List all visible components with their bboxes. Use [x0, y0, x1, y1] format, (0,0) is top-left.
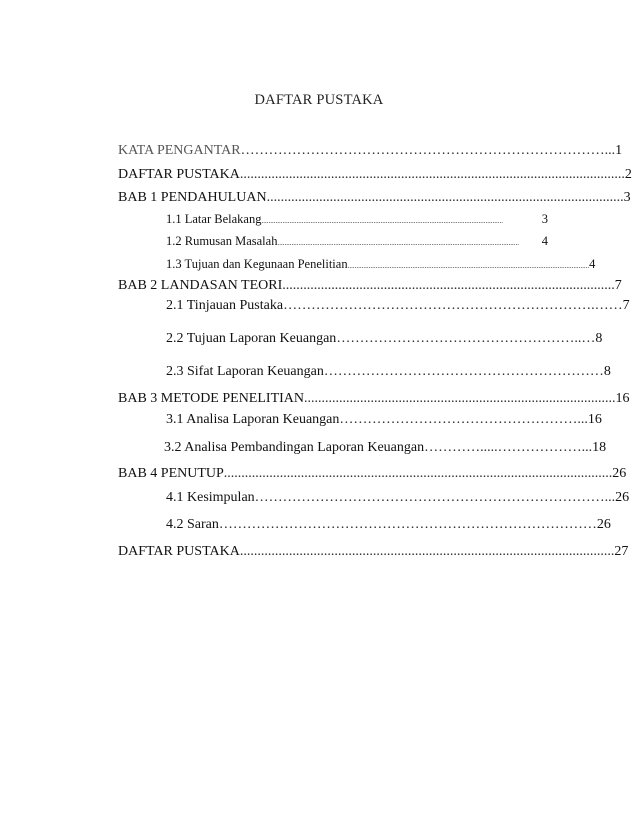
- toc-entry-kata-pengantar[interactable]: [118, 143, 623, 159]
- toc-entry-1-3[interactable]: [166, 257, 596, 272]
- toc-entry-3-2[interactable]: [164, 440, 607, 456]
- toc-leader: ……………………………………………..…: [336, 331, 596, 346]
- toc-entry-3-1[interactable]: [166, 412, 602, 428]
- toc-leader: ……………………………………………...: [339, 412, 588, 427]
- toc-leader: …………………………………………………………………...: [254, 490, 616, 505]
- toc-label: BAB 3 METODE PENELITIAN: [118, 391, 305, 406]
- toc-page-number: 7: [614, 278, 622, 293]
- toc-page-number: 2: [624, 167, 632, 182]
- toc-entry-bab-2[interactable]: [118, 278, 622, 294]
- toc-page-number: 1: [615, 143, 623, 158]
- toc-label: 3.1 Analisa Laporan Keuangan: [166, 412, 340, 427]
- toc-page-number: 4: [541, 234, 548, 248]
- toc-leader: ………………………………………………………….……: [283, 298, 623, 313]
- toc-entry-bab-4[interactable]: [118, 466, 627, 482]
- toc-page-number: 27: [614, 544, 629, 559]
- toc-leader: ………………………………………………………………………: [218, 517, 597, 532]
- toc-entry-daftar-pustaka[interactable]: [118, 167, 632, 183]
- toc-label: 4.2 Saran: [166, 517, 219, 532]
- toc-label: 2.2 Tujuan Laporan Keuangan: [166, 331, 337, 346]
- toc-label: BAB 1 PENDAHULUAN: [118, 190, 267, 205]
- page-title: DAFTAR PUSTAKA: [254, 92, 384, 108]
- toc-label: BAB 2 LANDASAN TEORI: [118, 278, 283, 293]
- toc-leader: ..........................................................................................................................................: [261, 217, 503, 225]
- toc-page-number: 18: [592, 440, 607, 455]
- toc-label: 1.2 Rumusan Masalah: [166, 234, 278, 248]
- toc-leader: ………….....………………...: [424, 440, 593, 455]
- toc-leader: ...............................................................................................: [282, 278, 615, 293]
- toc-leader: ..........................................................................................................................................: [347, 262, 590, 270]
- toc-label: DAFTAR PUSTAKA: [118, 167, 240, 182]
- toc-leader: ..............................................................................................................: [239, 167, 625, 182]
- toc-label: 2.3 Sifat Laporan Keuangan: [166, 364, 324, 379]
- toc-page-number: 4: [589, 257, 596, 271]
- toc-page-number: 3: [541, 212, 548, 226]
- toc-entry-4-1[interactable]: [166, 490, 630, 506]
- toc-entry-daftar-pustaka-end[interactable]: [118, 544, 629, 560]
- toc-leader: ...........................................................................................................: [239, 544, 615, 559]
- toc-page-number: 3: [623, 190, 631, 205]
- toc-leader: ……………………………………………………: [323, 364, 604, 379]
- toc-leader: ...............................................................................................................: [223, 466, 613, 481]
- toc-leader: .........................................................................................: [304, 391, 616, 406]
- toc-page-number: 26: [615, 490, 630, 505]
- toc-page-number: 26: [596, 517, 611, 532]
- toc-page-number: 16: [615, 391, 630, 406]
- toc-entry-1-1[interactable]: [166, 212, 548, 227]
- toc-label: 3.2 Analisa Pembandingan Laporan Keuangan: [164, 440, 425, 455]
- toc-page-number: 16: [587, 412, 602, 427]
- toc-entry-2-2[interactable]: [166, 331, 603, 347]
- toc-leader: ......................................................................................................: [266, 190, 624, 205]
- toc-label: 1.3 Tujuan dan Kegunaan Penelitian: [166, 257, 348, 271]
- toc-label: 1.1 Latar Belakang: [166, 212, 262, 226]
- toc-leader: ..........................................................................................................................................: [277, 239, 519, 247]
- toc-label: KATA PENGANTAR: [118, 143, 241, 158]
- toc-label: 2.1 Tinjauan Pustaka: [166, 298, 284, 313]
- toc-entry-4-2[interactable]: [166, 517, 611, 533]
- toc-label: BAB 4 PENUTUP: [118, 466, 224, 481]
- toc-page-number: 8: [603, 364, 611, 379]
- toc-entry-2-3[interactable]: [166, 364, 611, 380]
- toc-entry-bab-3[interactable]: [118, 391, 630, 407]
- toc-page-number: 26: [612, 466, 627, 481]
- toc-leader: ……………………………………………………………………...: [240, 143, 616, 158]
- toc-entry-1-2[interactable]: [166, 234, 548, 249]
- toc-label: DAFTAR PUSTAKA: [118, 544, 240, 559]
- toc-entry-2-1[interactable]: [166, 298, 630, 314]
- toc-entry-bab-1[interactable]: [118, 190, 631, 206]
- toc-page-number: 8: [595, 331, 603, 346]
- toc-label: 4.1 Kesimpulan: [166, 490, 255, 505]
- toc-page-number: 7: [622, 298, 630, 313]
